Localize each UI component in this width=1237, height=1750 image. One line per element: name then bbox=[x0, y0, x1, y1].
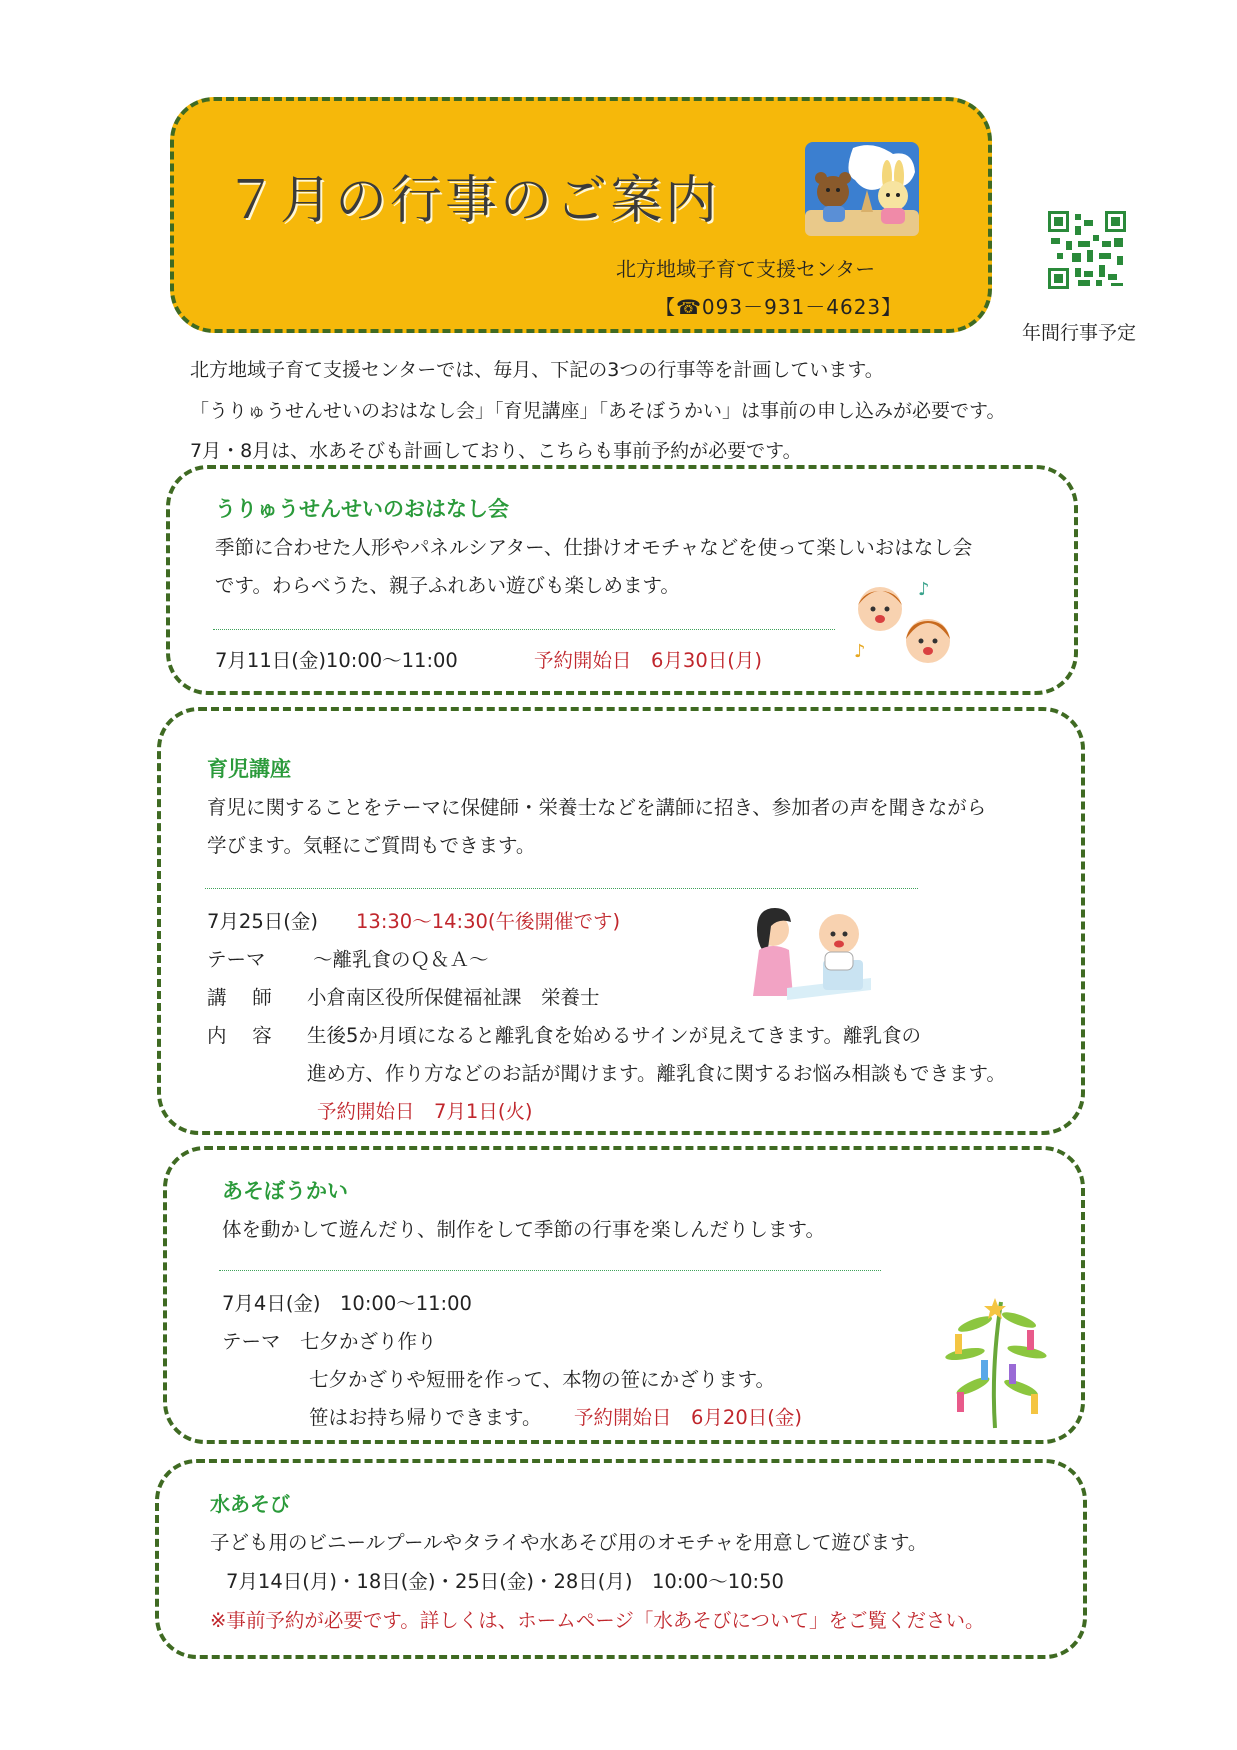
play-theme: テーマ 七夕かざり作り bbox=[222, 1330, 437, 1353]
story-desc-2: です。わらべうた、親子ふれあい遊びも楽しめます。 bbox=[215, 574, 680, 597]
lecture-reserve-date: 予約開始日 7月1日(火) bbox=[317, 1100, 533, 1123]
story-title: うりゅうせんせいのおはなし会 bbox=[215, 497, 509, 521]
water-dates: 7月14日(月)・18日(金)・25日(金)・28日(月) 10:00～10:50 bbox=[226, 1570, 784, 1593]
play-title: あそぼうかい bbox=[222, 1179, 348, 1203]
divider bbox=[213, 629, 835, 630]
qr-label: 年間行事予定 bbox=[1022, 322, 1137, 344]
intro-line-2: 「うりゅうせんせいのおはなし会」「育児講座」「あそぼうかい」は事前の申し込みが必要です。 bbox=[190, 400, 1006, 422]
lecture-theme-label: テーマ bbox=[207, 948, 266, 971]
lecture-content-2: 進め方、作り方などのお話が聞けます。離乳食に関するお悩み相談もできます。 bbox=[307, 1062, 1006, 1085]
lecture-time: 13:30～14:30(午後開催です) bbox=[356, 910, 621, 933]
lecture-date: 7月25日(金) bbox=[207, 910, 318, 933]
divider bbox=[219, 1270, 881, 1271]
lecture-content-label: 内 容 bbox=[207, 1024, 272, 1047]
divider bbox=[205, 888, 918, 889]
phone-number: 【☎093－931－4623】 bbox=[655, 295, 903, 319]
play-line-1: 七夕かざりや短冊を作って、本物の笹にかざります。 bbox=[309, 1368, 776, 1391]
tanabata-bamboo-illustration bbox=[935, 1294, 1055, 1430]
play-reserve-date: 予約開始日 6月20日(金) bbox=[574, 1406, 802, 1429]
lecture-lecturer-value: 小倉南区役所保健福祉課 栄養士 bbox=[307, 986, 600, 1009]
mother-baby-illustration bbox=[745, 900, 875, 1000]
story-reserve-date: 予約開始日 6月30日(月) bbox=[534, 649, 762, 672]
play-line-2: 笹はお持ち帰りできます。 bbox=[309, 1406, 542, 1429]
page-title: ７月の行事のご案内 bbox=[225, 171, 721, 231]
bear-rabbit-illustration bbox=[803, 140, 921, 238]
play-desc: 体を動かして遊んだり、制作をして季節の行事を楽しんだりします。 bbox=[222, 1218, 825, 1241]
water-desc: 子ども用のビニールプールやタライや水あそび用のオモチャを用意して遊びます。 bbox=[210, 1531, 928, 1554]
organization-name: 北方地域子育て支援センター bbox=[616, 257, 876, 281]
lecture-desc-1: 育児に関することをテーマに保健師・栄養士などを講師に招き、参加者の声を聞きながら bbox=[207, 796, 987, 819]
lecture-theme-value: ～離乳食のＱ＆Ａ～ bbox=[313, 948, 489, 971]
kids-singing-illustration bbox=[848, 577, 978, 677]
lecture-lecturer-label: 講 師 bbox=[207, 986, 272, 1009]
water-note: ※事前予約が必要です。詳しくは、ホームページ「水あそびについて」をご覧ください。 bbox=[210, 1609, 985, 1632]
lecture-desc-2: 学びます。気軽にご質問もできます。 bbox=[207, 834, 536, 857]
story-desc-1: 季節に合わせた人形やパネルシアター、仕掛けオモチャなどを使って楽しいおはなし会 bbox=[215, 536, 973, 559]
qr-code[interactable] bbox=[1048, 211, 1126, 289]
story-datetime: 7月11日(金)10:00～11:00 bbox=[215, 649, 458, 672]
svg-text:♪: ♪ bbox=[854, 641, 866, 662]
svg-text:♪: ♪ bbox=[918, 579, 930, 600]
lecture-content-1: 生後5か月頃になると離乳食を始めるサインが見えてきます。離乳食の bbox=[307, 1024, 921, 1047]
intro-line-1: 北方地域子育て支援センターでは、毎月、下記の3つの行事等を計画しています。 bbox=[190, 359, 884, 381]
water-title: 水あそび bbox=[210, 1492, 290, 1516]
play-datetime: 7月4日(金) 10:00～11:00 bbox=[222, 1292, 472, 1315]
intro-line-3: 7月・8月は、水あそびも計画しており、こちらも事前予約が必要です。 bbox=[190, 440, 802, 462]
lecture-title: 育児講座 bbox=[207, 757, 291, 781]
